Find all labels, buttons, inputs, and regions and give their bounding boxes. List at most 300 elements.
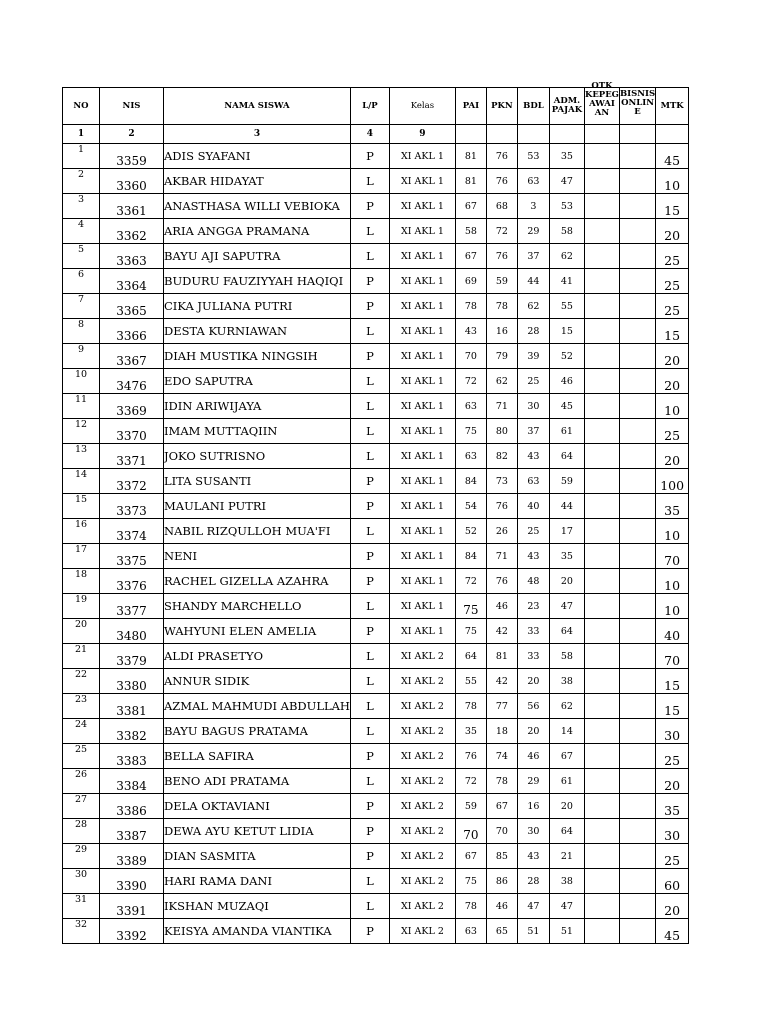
student-name: ARIA ANGGA PRAMANA — [164, 219, 351, 244]
header-bisnis-online-label: BISNIS ONLIN E — [619, 88, 656, 117]
student-name: DIAH MUSTIKA NINGSIH — [164, 344, 351, 369]
score-bdl: 39 — [517, 344, 549, 369]
score-pkn: 76 — [486, 244, 517, 269]
student-name: LITA SUSANTI — [164, 469, 351, 494]
score-pkn: 71 — [486, 394, 517, 419]
score-bisnis-online — [619, 919, 655, 944]
score-pai: 70 — [455, 819, 486, 844]
score-mtk: 10 — [656, 519, 689, 544]
row-number: 11 — [63, 394, 100, 419]
row-number: 17 — [63, 544, 100, 569]
student-gender: L — [350, 319, 389, 344]
score-bisnis-online — [619, 544, 655, 569]
score-adm-pajak: 17 — [549, 519, 584, 544]
header-pkn: PKN — [486, 88, 517, 125]
score-otk-kepegawaian — [584, 644, 619, 669]
student-class: XI AKL 2 — [389, 719, 455, 744]
score-bisnis-online — [619, 169, 655, 194]
student-nis: 3367 — [100, 344, 164, 369]
student-gender: P — [350, 144, 389, 169]
table-row — [63, 169, 689, 194]
student-class: XI AKL 2 — [389, 669, 455, 694]
score-mtk: 40 — [656, 619, 689, 644]
empty-cell — [584, 125, 619, 144]
score-pai: 64 — [455, 644, 486, 669]
score-adm-pajak: 35 — [549, 144, 584, 169]
score-adm-pajak: 38 — [549, 669, 584, 694]
score-adm-pajak: 15 — [549, 319, 584, 344]
score-mtk: 10 — [656, 394, 689, 419]
student-class: XI AKL 2 — [389, 869, 455, 894]
table-row — [63, 669, 689, 694]
student-nis: 3360 — [100, 169, 164, 194]
score-mtk: 20 — [656, 219, 689, 244]
score-adm-pajak: 64 — [549, 819, 584, 844]
score-mtk: 20 — [656, 769, 689, 794]
score-adm-pajak: 59 — [549, 469, 584, 494]
student-name: KEISYA AMANDA VIANTIKA — [164, 919, 351, 944]
score-bdl: 51 — [517, 919, 549, 944]
score-pai: 69 — [455, 269, 486, 294]
score-adm-pajak: 64 — [549, 619, 584, 644]
score-otk-kepegawaian — [584, 469, 619, 494]
score-bdl: 46 — [517, 744, 549, 769]
student-name: DESTA KURNIAWAN — [164, 319, 351, 344]
score-otk-kepegawaian — [584, 219, 619, 244]
empty-cell — [455, 125, 486, 144]
student-class: XI AKL 1 — [389, 444, 455, 469]
student-name: EDO SAPUTRA — [164, 369, 351, 394]
score-pai: 84 — [455, 544, 486, 569]
table-row — [63, 219, 689, 244]
score-adm-pajak: 35 — [549, 544, 584, 569]
score-mtk: 45 — [656, 919, 689, 944]
row-number: 15 — [63, 494, 100, 519]
score-pkn: 78 — [486, 294, 517, 319]
table-row — [63, 344, 689, 369]
row-number: 18 — [63, 569, 100, 594]
row-number: 27 — [63, 794, 100, 819]
student-class: XI AKL 1 — [389, 544, 455, 569]
score-pai: 55 — [455, 669, 486, 694]
student-class: XI AKL 1 — [389, 219, 455, 244]
column-number-row — [63, 125, 689, 144]
empty-cell — [656, 125, 689, 144]
score-otk-kepegawaian — [584, 594, 619, 619]
student-nis: 3392 — [100, 919, 164, 944]
score-bisnis-online — [619, 769, 655, 794]
column-number: 2 — [100, 125, 164, 144]
student-class: XI AKL 2 — [389, 644, 455, 669]
header-row — [63, 88, 689, 125]
student-nis: 3376 — [100, 569, 164, 594]
score-adm-pajak: 38 — [549, 869, 584, 894]
student-nis: 3389 — [100, 844, 164, 869]
student-class: XI AKL 2 — [389, 894, 455, 919]
table-row — [63, 394, 689, 419]
score-otk-kepegawaian — [584, 519, 619, 544]
score-bdl: 63 — [517, 469, 549, 494]
score-pkn: 76 — [486, 569, 517, 594]
score-pai: 76 — [455, 744, 486, 769]
score-bisnis-online — [619, 569, 655, 594]
header-otk-kepegawaian-label: OTK KEPEG AWAI AN — [584, 81, 619, 118]
score-pai: 35 — [455, 719, 486, 744]
student-class: XI AKL 1 — [389, 194, 455, 219]
student-gender: P — [350, 469, 389, 494]
score-pkn: 16 — [486, 319, 517, 344]
score-otk-kepegawaian — [584, 744, 619, 769]
student-nis: 3359 — [100, 144, 164, 169]
column-number: 9 — [389, 125, 455, 144]
score-mtk: 60 — [656, 869, 689, 894]
score-otk-kepegawaian — [584, 919, 619, 944]
score-bdl: 63 — [517, 169, 549, 194]
score-bdl: 25 — [517, 369, 549, 394]
row-number: 19 — [63, 594, 100, 619]
score-otk-kepegawaian — [584, 344, 619, 369]
score-bdl: 28 — [517, 869, 549, 894]
score-pai: 63 — [455, 444, 486, 469]
table-row — [63, 869, 689, 894]
student-class: XI AKL 1 — [389, 269, 455, 294]
header-pai: PAI — [455, 88, 486, 125]
table-row — [63, 794, 689, 819]
table-row — [63, 919, 689, 944]
score-otk-kepegawaian — [584, 144, 619, 169]
student-class: XI AKL 2 — [389, 744, 455, 769]
student-class: XI AKL 1 — [389, 569, 455, 594]
score-adm-pajak: 46 — [549, 369, 584, 394]
student-class: XI AKL 2 — [389, 694, 455, 719]
row-number: 6 — [63, 269, 100, 294]
student-gender: P — [350, 744, 389, 769]
score-adm-pajak: 55 — [549, 294, 584, 319]
score-pai: 75 — [455, 619, 486, 644]
row-number: 14 — [63, 469, 100, 494]
score-mtk: 25 — [656, 744, 689, 769]
table-row — [63, 844, 689, 869]
table-row — [63, 694, 689, 719]
score-bdl: 43 — [517, 844, 549, 869]
row-number: 25 — [63, 744, 100, 769]
score-bisnis-online — [619, 869, 655, 894]
student-nis: 3476 — [100, 369, 164, 394]
student-gender: L — [350, 594, 389, 619]
row-number: 28 — [63, 819, 100, 844]
score-pai: 58 — [455, 219, 486, 244]
score-pkn: 62 — [486, 369, 517, 394]
score-otk-kepegawaian — [584, 269, 619, 294]
table-row — [63, 819, 689, 844]
score-adm-pajak: 53 — [549, 194, 584, 219]
score-adm-pajak: 67 — [549, 744, 584, 769]
student-name: MAULANI PUTRI — [164, 494, 351, 519]
score-pkn: 42 — [486, 619, 517, 644]
score-otk-kepegawaian — [584, 169, 619, 194]
student-name: JOKO SUTRISNO — [164, 444, 351, 469]
row-number: 5 — [63, 244, 100, 269]
table-row — [63, 244, 689, 269]
student-nis: 3373 — [100, 494, 164, 519]
score-otk-kepegawaian — [584, 619, 619, 644]
student-gender: P — [350, 819, 389, 844]
score-pkn: 68 — [486, 194, 517, 219]
student-class: XI AKL 1 — [389, 594, 455, 619]
row-number: 23 — [63, 694, 100, 719]
row-number: 9 — [63, 344, 100, 369]
student-gender: L — [350, 444, 389, 469]
score-mtk: 100 — [656, 469, 689, 494]
score-pkn: 79 — [486, 344, 517, 369]
score-bisnis-online — [619, 269, 655, 294]
score-mtk: 10 — [656, 594, 689, 619]
student-nis: 3382 — [100, 719, 164, 744]
student-gender: L — [350, 869, 389, 894]
score-pai: 78 — [455, 294, 486, 319]
student-class: XI AKL 1 — [389, 144, 455, 169]
student-gender: P — [350, 919, 389, 944]
score-bisnis-online — [619, 369, 655, 394]
student-gender: P — [350, 844, 389, 869]
score-bdl: 43 — [517, 544, 549, 569]
score-otk-kepegawaian — [584, 244, 619, 269]
student-name: ADIS SYAFANI — [164, 144, 351, 169]
score-bisnis-online — [619, 219, 655, 244]
table-row — [63, 369, 689, 394]
score-bisnis-online — [619, 319, 655, 344]
student-nis: 3366 — [100, 319, 164, 344]
score-pai: 72 — [455, 569, 486, 594]
student-name: ANNUR SIDIK — [164, 669, 351, 694]
score-pkn: 78 — [486, 769, 517, 794]
score-mtk: 25 — [656, 269, 689, 294]
score-otk-kepegawaian — [584, 769, 619, 794]
row-number: 32 — [63, 919, 100, 944]
score-bdl: 25 — [517, 519, 549, 544]
student-gender: P — [350, 294, 389, 319]
student-gender: L — [350, 519, 389, 544]
score-otk-kepegawaian — [584, 694, 619, 719]
student-gender: L — [350, 244, 389, 269]
score-bisnis-online — [619, 694, 655, 719]
table-row — [63, 494, 689, 519]
student-name: BAYU BAGUS PRATAMA — [164, 719, 351, 744]
score-bisnis-online — [619, 469, 655, 494]
student-name: DELA OKTAVIANI — [164, 794, 351, 819]
score-otk-kepegawaian — [584, 719, 619, 744]
score-pkn: 18 — [486, 719, 517, 744]
row-number: 8 — [63, 319, 100, 344]
student-name: WAHYUNI ELEN AMELIA — [164, 619, 351, 644]
score-bdl: 29 — [517, 219, 549, 244]
row-number: 1 — [63, 144, 100, 169]
student-gender: L — [350, 219, 389, 244]
table-row — [63, 419, 689, 444]
student-class: XI AKL 1 — [389, 494, 455, 519]
row-number: 3 — [63, 194, 100, 219]
score-pkn: 46 — [486, 894, 517, 919]
score-mtk: 45 — [656, 144, 689, 169]
student-gender: P — [350, 269, 389, 294]
score-pai: 67 — [455, 244, 486, 269]
student-name: IKSHAN MUZAQI — [164, 894, 351, 919]
header-lp: L/P — [350, 88, 389, 125]
student-nis: 3377 — [100, 594, 164, 619]
score-bdl: 33 — [517, 644, 549, 669]
score-otk-kepegawaian — [584, 669, 619, 694]
student-gender: L — [350, 669, 389, 694]
score-bdl: 48 — [517, 569, 549, 594]
score-bdl: 44 — [517, 269, 549, 294]
score-bdl: 20 — [517, 669, 549, 694]
score-bdl: 23 — [517, 594, 549, 619]
score-mtk: 25 — [656, 244, 689, 269]
score-pai: 72 — [455, 769, 486, 794]
row-number: 31 — [63, 894, 100, 919]
student-name: DEWA AYU KETUT LIDIA — [164, 819, 351, 844]
student-gender: P — [350, 569, 389, 594]
score-adm-pajak: 41 — [549, 269, 584, 294]
score-mtk: 30 — [656, 819, 689, 844]
score-pkn: 76 — [486, 144, 517, 169]
score-bdl: 47 — [517, 894, 549, 919]
score-bisnis-online — [619, 669, 655, 694]
score-pkn: 46 — [486, 594, 517, 619]
row-number: 30 — [63, 869, 100, 894]
student-nis: 3370 — [100, 419, 164, 444]
student-gender: L — [350, 169, 389, 194]
score-pai: 67 — [455, 194, 486, 219]
score-pai: 84 — [455, 469, 486, 494]
score-mtk: 25 — [656, 419, 689, 444]
score-bisnis-online — [619, 519, 655, 544]
row-number: 7 — [63, 294, 100, 319]
score-pkn: 86 — [486, 869, 517, 894]
student-nis: 3386 — [100, 794, 164, 819]
score-mtk: 15 — [656, 319, 689, 344]
student-name: BAYU AJI SAPUTRA — [164, 244, 351, 269]
column-number: 3 — [164, 125, 351, 144]
score-pkn: 59 — [486, 269, 517, 294]
student-nis: 3374 — [100, 519, 164, 544]
score-pai: 43 — [455, 319, 486, 344]
score-bisnis-online — [619, 444, 655, 469]
grades-table — [62, 81, 689, 944]
student-gender: L — [350, 894, 389, 919]
score-adm-pajak: 62 — [549, 694, 584, 719]
score-bdl: 16 — [517, 794, 549, 819]
student-nis: 3361 — [100, 194, 164, 219]
score-pai: 75 — [455, 419, 486, 444]
header-otk-kepegawaian — [584, 81, 619, 125]
score-bisnis-online — [619, 619, 655, 644]
header-nis: NIS — [100, 88, 164, 125]
score-otk-kepegawaian — [584, 794, 619, 819]
row-number: 16 — [63, 519, 100, 544]
score-bdl: 20 — [517, 719, 549, 744]
score-bdl: 30 — [517, 394, 549, 419]
row-number: 10 — [63, 369, 100, 394]
row-number: 4 — [63, 219, 100, 244]
score-mtk: 35 — [656, 494, 689, 519]
score-adm-pajak: 61 — [549, 419, 584, 444]
student-class: XI AKL 2 — [389, 769, 455, 794]
score-pai: 54 — [455, 494, 486, 519]
score-pai: 70 — [455, 344, 486, 369]
score-otk-kepegawaian — [584, 319, 619, 344]
score-adm-pajak: 58 — [549, 644, 584, 669]
score-mtk: 10 — [656, 169, 689, 194]
student-class: XI AKL 2 — [389, 794, 455, 819]
score-bdl: 37 — [517, 244, 549, 269]
student-nis: 3381 — [100, 694, 164, 719]
student-class: XI AKL 1 — [389, 244, 455, 269]
student-class: XI AKL 1 — [389, 519, 455, 544]
score-pai: 72 — [455, 369, 486, 394]
student-class: XI AKL 1 — [389, 294, 455, 319]
row-number: 29 — [63, 844, 100, 869]
student-name: CIKA JULIANA PUTRI — [164, 294, 351, 319]
score-adm-pajak: 44 — [549, 494, 584, 519]
row-number: 26 — [63, 769, 100, 794]
score-mtk: 35 — [656, 794, 689, 819]
score-pkn: 71 — [486, 544, 517, 569]
score-bdl: 3 — [517, 194, 549, 219]
score-bisnis-online — [619, 494, 655, 519]
score-pkn: 85 — [486, 844, 517, 869]
score-mtk: 20 — [656, 344, 689, 369]
score-adm-pajak: 21 — [549, 844, 584, 869]
score-bisnis-online — [619, 744, 655, 769]
score-mtk: 20 — [656, 369, 689, 394]
score-adm-pajak: 61 — [549, 769, 584, 794]
score-pkn: 67 — [486, 794, 517, 819]
header-bdl: BDL — [517, 88, 549, 125]
student-class: XI AKL 2 — [389, 844, 455, 869]
score-bdl: 28 — [517, 319, 549, 344]
score-bdl: 43 — [517, 444, 549, 469]
student-class: XI AKL 1 — [389, 369, 455, 394]
score-bisnis-online — [619, 244, 655, 269]
score-adm-pajak: 45 — [549, 394, 584, 419]
score-otk-kepegawaian — [584, 444, 619, 469]
score-mtk: 30 — [656, 719, 689, 744]
student-gender: L — [350, 769, 389, 794]
score-bdl: 37 — [517, 419, 549, 444]
score-adm-pajak: 20 — [549, 569, 584, 594]
table-row — [63, 444, 689, 469]
table-row — [63, 569, 689, 594]
score-mtk: 20 — [656, 894, 689, 919]
score-pai: 59 — [455, 794, 486, 819]
score-bdl: 40 — [517, 494, 549, 519]
student-name: SHANDY MARCHELLO — [164, 594, 351, 619]
score-bisnis-online — [619, 594, 655, 619]
score-pai: 81 — [455, 169, 486, 194]
student-class: XI AKL 1 — [389, 469, 455, 494]
score-bisnis-online — [619, 644, 655, 669]
empty-cell — [486, 125, 517, 144]
student-gender: L — [350, 644, 389, 669]
score-otk-kepegawaian — [584, 419, 619, 444]
score-adm-pajak: 64 — [549, 444, 584, 469]
score-mtk: 10 — [656, 569, 689, 594]
student-gender: L — [350, 694, 389, 719]
row-number: 2 — [63, 169, 100, 194]
table-row — [63, 144, 689, 169]
score-otk-kepegawaian — [584, 194, 619, 219]
